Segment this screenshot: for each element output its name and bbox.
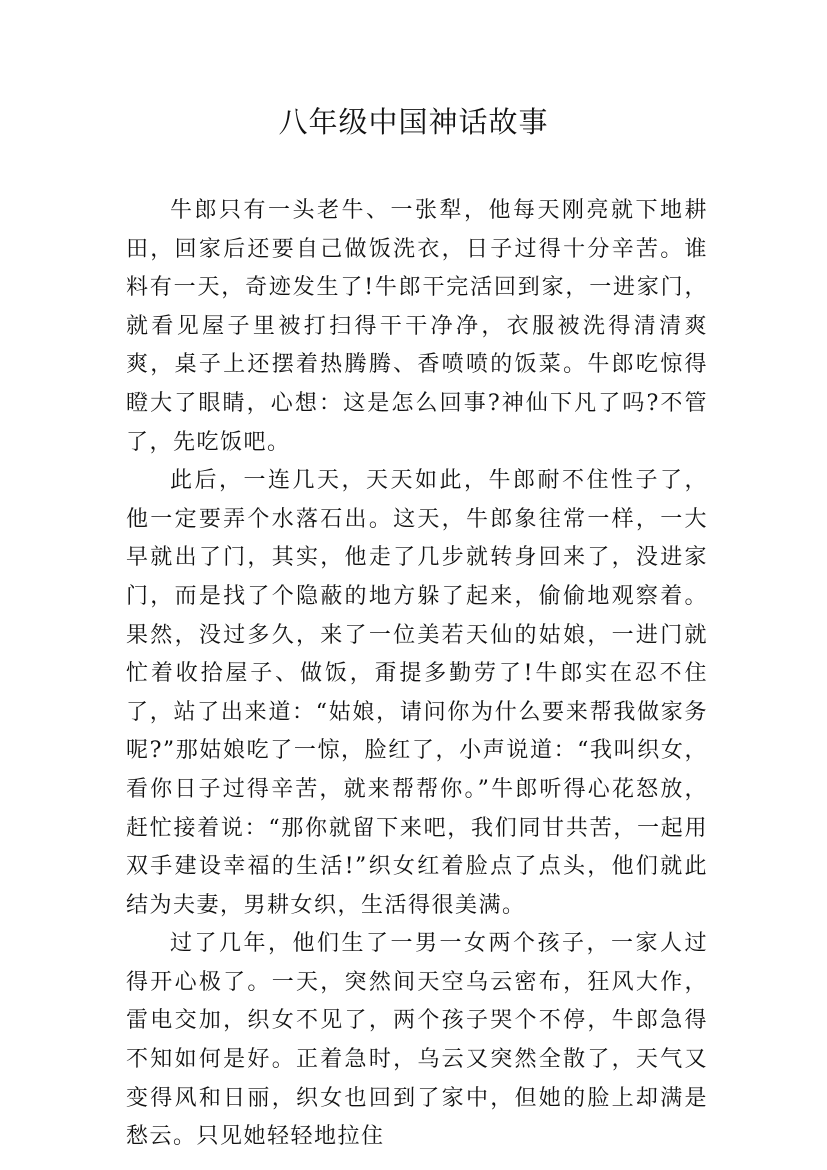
document-body [126, 192, 708, 1157]
paragraph: 此后，一连几天，天天如此，牛郎耐不住性子了，他一定要弄个水落石出。这天，牛郎象往常一样，一大早就出了门，其实，他走了几步就转身回来了，没进家门，而是找了个隐蔽的地方躲了起来，偷偷地观察着。果然，没过多久，来了一位美若天仙的姑娘，一进门就忙着收拾屋子、做饭，甭提多勤劳了!牛郎实在忍不住了，站了出来道：“姑娘，请问你为什么要来帮我做家务呢?”那姑娘吃了一惊，脸红了，小声说道：“我叫织女，看你日子过得辛苦，就来帮帮你。”牛郎听得心花怒放，赶忙接着说：“那你就留下来吧，我们同甘共苦，一起用双手建设幸福的生活!”织女红着脸点了点头，他们就此结为夫妻，男耕女织，生活得很美满。 [126, 468, 708, 918]
paragraph: 过了几年，他们生了一男一女两个孩子，一家人过得开心极了。一天，突然间天空乌云密布，狂风大作，雷电交加，织女不见了，两个孩子哭个不停，牛郎急得不知如何是好。正着急时，乌云又突然全散了，天气又变得风和日丽，织女也回到了家中，但她的脸上却满是愁云。只见她轻轻地拉住 [126, 931, 708, 1150]
document-title: 八年级中国神话故事 [278, 105, 549, 139]
paragraph: 牛郎只有一头老牛、一张犁，他每天刚亮就下地耕田，回家后还要自己做饭洗衣，日子过得十分辛苦。谁料有一天，奇迹发生了!牛郎干完活回到家，一进家门，就看见屋子里被打扫得干干净净，衣服被洗得清清爽爽，桌子上还摆着热腾腾、香喷喷的饭菜。牛郎吃惊得瞪大了眼睛，心想：这是怎么回事?神仙下凡了吗?不管了，先吃饭吧。 [126, 198, 708, 455]
